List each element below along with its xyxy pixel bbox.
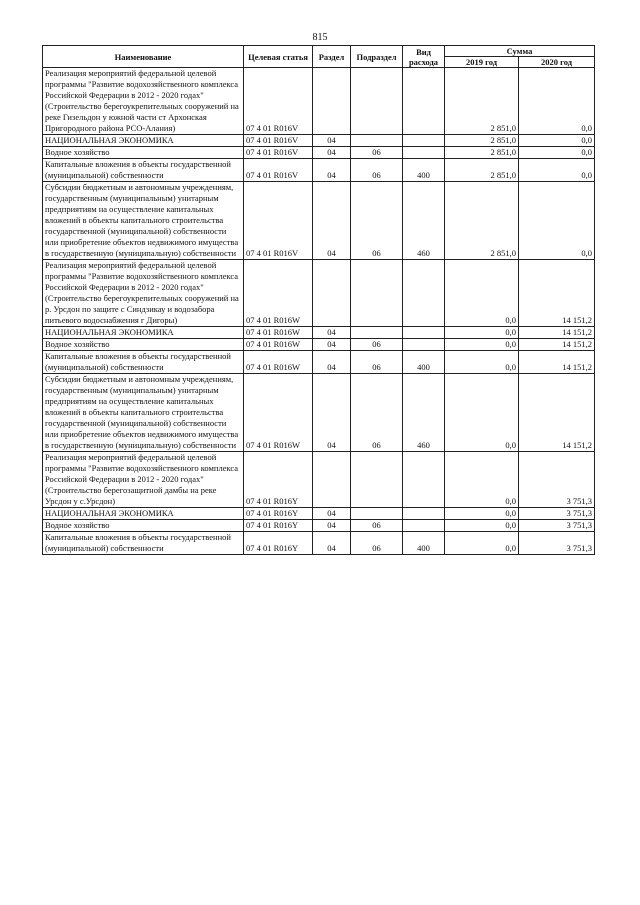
header-sum: Сумма xyxy=(445,46,595,57)
cell-subsection xyxy=(351,260,403,327)
cell-type: 400 xyxy=(403,159,445,182)
cell-subsection: 06 xyxy=(351,351,403,374)
cell-name: Реализация мероприятий федеральной целевой программы "Развитие водохозяйственного комплекса Российской Федерации в 2012 - 2020 годах" (Строительство берегоукрепительных сооружений на реке Гизельдон у южной части ст Архонская Пригородного района РСО-Алания) xyxy=(43,68,244,135)
header-subsection: Подраздел xyxy=(351,46,403,68)
table-row xyxy=(43,260,595,327)
cell-type xyxy=(403,508,445,520)
cell-name: НАЦИОНАЛЬНАЯ ЭКОНОМИКА xyxy=(43,135,244,147)
table-row xyxy=(43,532,595,555)
cell-subsection xyxy=(351,452,403,508)
cell-name: Субсидии бюджетным и автономным учреждениям, государственным (муниципальным) унитарным предприятиям на осуществление капитальных вложений в объекты капитального строительства государственной (муниципальной) собственности или приобретение объектов недвижимого имущества в государственную (муниципальную) собственности xyxy=(43,374,244,452)
cell-name: Водное хозяйство xyxy=(43,520,244,532)
cell-subsection xyxy=(351,327,403,339)
cell-subsection xyxy=(351,68,403,135)
cell-article: 07 4 01 R016W xyxy=(244,351,313,374)
table-row xyxy=(43,135,595,147)
cell-section xyxy=(313,260,351,327)
cell-subsection: 06 xyxy=(351,532,403,555)
cell-2020: 3 751,3 xyxy=(519,520,595,532)
table-row xyxy=(43,339,595,351)
cell-subsection: 06 xyxy=(351,147,403,159)
cell-section: 04 xyxy=(313,159,351,182)
cell-2020: 3 751,3 xyxy=(519,532,595,555)
cell-article: 07 4 01 R016Y xyxy=(244,452,313,508)
cell-name: НАЦИОНАЛЬНАЯ ЭКОНОМИКА xyxy=(43,508,244,520)
cell-section: 04 xyxy=(313,147,351,159)
cell-2019: 0,0 xyxy=(445,339,519,351)
cell-name: Капитальные вложения в объекты государственной (муниципальной) собственности xyxy=(43,351,244,374)
cell-section xyxy=(313,452,351,508)
cell-section: 04 xyxy=(313,520,351,532)
cell-2019: 0,0 xyxy=(445,508,519,520)
cell-name: Капитальные вложения в объекты государственной (муниципальной) собственности xyxy=(43,159,244,182)
cell-section xyxy=(313,68,351,135)
cell-2020: 0,0 xyxy=(519,182,595,260)
cell-article: 07 4 01 R016W xyxy=(244,374,313,452)
cell-type: 460 xyxy=(403,182,445,260)
cell-type xyxy=(403,452,445,508)
cell-section: 04 xyxy=(313,339,351,351)
cell-subsection: 06 xyxy=(351,374,403,452)
cell-type xyxy=(403,327,445,339)
table-row xyxy=(43,520,595,532)
cell-subsection xyxy=(351,135,403,147)
table-header xyxy=(43,46,595,68)
cell-type xyxy=(403,147,445,159)
header-2019: 2019 год xyxy=(445,57,519,68)
table-row xyxy=(43,351,595,374)
cell-2020: 0,0 xyxy=(519,159,595,182)
cell-name: Водное хозяйство xyxy=(43,147,244,159)
cell-article: 07 4 01 R016V xyxy=(244,159,313,182)
cell-section: 04 xyxy=(313,327,351,339)
table-row xyxy=(43,147,595,159)
table-body xyxy=(43,68,595,555)
cell-name: Реализация мероприятий федеральной целевой программы "Развитие водохозяйственного комплекса Российской Федерации в 2012 - 2020 годах" (Строительство берегоукрепительных сооружений на р. Урсдон по защите с Синдзикау и водозабора питьевого водоснабжения г Дигоры) xyxy=(43,260,244,327)
cell-2020: 14 151,2 xyxy=(519,339,595,351)
cell-2019: 0,0 xyxy=(445,351,519,374)
cell-subsection: 06 xyxy=(351,339,403,351)
cell-2019: 0,0 xyxy=(445,520,519,532)
header-section: Раздел xyxy=(313,46,351,68)
cell-2019: 0,0 xyxy=(445,532,519,555)
cell-article: 07 4 01 R016Y xyxy=(244,520,313,532)
cell-2019: 0,0 xyxy=(445,327,519,339)
table-row xyxy=(43,452,595,508)
cell-name: Субсидии бюджетным и автономным учреждениям, государственным (муниципальным) унитарным предприятиям на осуществление капитальных вложений в объекты капитального строительства государственной (муниципальной) собственности или приобретение объектов недвижимого имущества в государственную (муниципальную) собственности xyxy=(43,182,244,260)
cell-type xyxy=(403,260,445,327)
cell-article: 07 4 01 R016V xyxy=(244,135,313,147)
cell-2020: 0,0 xyxy=(519,68,595,135)
cell-2020: 0,0 xyxy=(519,147,595,159)
cell-2020: 3 751,3 xyxy=(519,508,595,520)
cell-2019: 2 851,0 xyxy=(445,147,519,159)
page-number: 815 xyxy=(312,32,328,43)
cell-subsection: 06 xyxy=(351,520,403,532)
cell-2020: 14 151,2 xyxy=(519,374,595,452)
cell-2020: 14 151,2 xyxy=(519,351,595,374)
cell-article: 07 4 01 R016Y xyxy=(244,532,313,555)
table-row xyxy=(43,374,595,452)
header-type: Вид расхода xyxy=(403,46,445,68)
table-row xyxy=(43,182,595,260)
cell-2020: 14 151,2 xyxy=(519,327,595,339)
cell-2020: 14 151,2 xyxy=(519,260,595,327)
cell-type xyxy=(403,339,445,351)
table-row xyxy=(43,68,595,135)
cell-subsection xyxy=(351,508,403,520)
cell-2019: 0,0 xyxy=(445,374,519,452)
cell-section: 04 xyxy=(313,182,351,260)
cell-name: НАЦИОНАЛЬНАЯ ЭКОНОМИКА xyxy=(43,327,244,339)
header-2020: 2020 год xyxy=(519,57,595,68)
cell-type: 460 xyxy=(403,374,445,452)
cell-type: 400 xyxy=(403,532,445,555)
cell-name: Водное хозяйство xyxy=(43,339,244,351)
cell-2019: 0,0 xyxy=(445,452,519,508)
cell-2019: 2 851,0 xyxy=(445,68,519,135)
cell-2019: 0,0 xyxy=(445,260,519,327)
cell-2020: 3 751,3 xyxy=(519,452,595,508)
cell-name: Реализация мероприятий федеральной целевой программы "Развитие водохозяйственного комплекса Российской Федерации в 2012 - 2020 годах" (Строительство берегозащитной дамбы на реке Урсдон у с.Урсдон) xyxy=(43,452,244,508)
cell-section: 04 xyxy=(313,135,351,147)
cell-subsection: 06 xyxy=(351,182,403,260)
budget-table xyxy=(42,45,595,555)
table-row xyxy=(43,327,595,339)
cell-type xyxy=(403,135,445,147)
cell-article: 07 4 01 R016W xyxy=(244,260,313,327)
cell-subsection: 06 xyxy=(351,159,403,182)
cell-2019: 2 851,0 xyxy=(445,159,519,182)
cell-section: 04 xyxy=(313,532,351,555)
cell-2019: 2 851,0 xyxy=(445,135,519,147)
cell-type xyxy=(403,68,445,135)
header-name: Наименование xyxy=(43,46,244,68)
table-row xyxy=(43,508,595,520)
cell-2020: 0,0 xyxy=(519,135,595,147)
cell-type: 400 xyxy=(403,351,445,374)
cell-article: 07 4 01 R016V xyxy=(244,182,313,260)
cell-section: 04 xyxy=(313,374,351,452)
cell-article: 07 4 01 R016Y xyxy=(244,508,313,520)
header-article: Целевая статья xyxy=(244,46,313,68)
cell-section: 04 xyxy=(313,351,351,374)
cell-name: Капитальные вложения в объекты государственной (муниципальной) собственности xyxy=(43,532,244,555)
cell-article: 07 4 01 R016W xyxy=(244,327,313,339)
cell-article: 07 4 01 R016V xyxy=(244,147,313,159)
table-row xyxy=(43,159,595,182)
cell-article: 07 4 01 R016W xyxy=(244,339,313,351)
cell-2019: 2 851,0 xyxy=(445,182,519,260)
cell-section: 04 xyxy=(313,508,351,520)
cell-type xyxy=(403,520,445,532)
cell-article: 07 4 01 R016V xyxy=(244,68,313,135)
